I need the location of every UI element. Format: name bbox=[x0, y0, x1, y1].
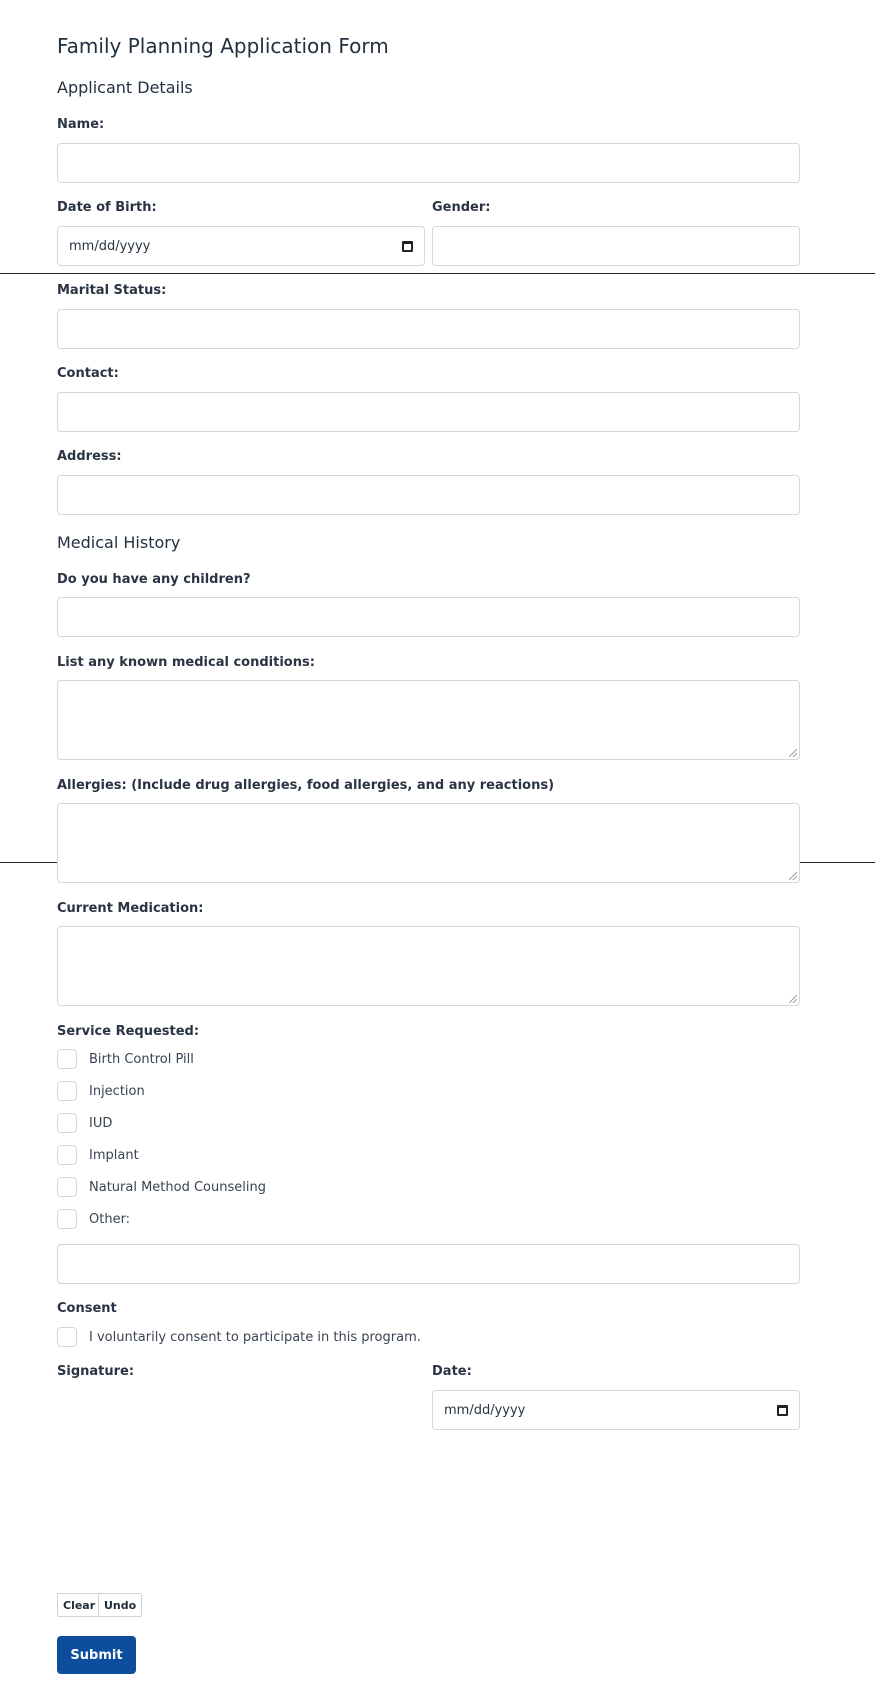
contact-input[interactable] bbox=[57, 392, 800, 432]
name-input[interactable] bbox=[57, 143, 800, 183]
checkbox[interactable] bbox=[57, 1081, 77, 1101]
service-option-birth-control-pill[interactable] bbox=[57, 1049, 194, 1069]
checkbox-label: Birth Control Pill bbox=[89, 1051, 194, 1067]
checkbox[interactable] bbox=[57, 1177, 77, 1197]
service-option-implant[interactable] bbox=[57, 1145, 139, 1165]
signature-label: Signature: bbox=[57, 1364, 135, 1379]
allergies-label: Allergies: (Include drug allergies, food allergies, and any reactions) bbox=[57, 778, 555, 793]
other-service-input[interactable] bbox=[57, 1244, 800, 1284]
address-input[interactable] bbox=[57, 475, 800, 515]
service-option-natural-method[interactable] bbox=[57, 1177, 266, 1197]
section-title-medical: Medical History bbox=[57, 533, 181, 552]
checkbox[interactable] bbox=[57, 1113, 77, 1133]
checkbox[interactable] bbox=[57, 1049, 77, 1069]
current-medication-label: Current Medication: bbox=[57, 901, 204, 916]
calendar-icon[interactable] bbox=[402, 241, 413, 252]
resize-grip-icon[interactable] bbox=[789, 749, 797, 757]
name-label: Name: bbox=[57, 117, 105, 132]
date-label: Date: bbox=[432, 1364, 472, 1379]
page-title: Family Planning Application Form bbox=[57, 34, 389, 58]
children-input[interactable] bbox=[57, 597, 800, 637]
service-option-other[interactable] bbox=[57, 1209, 130, 1229]
dob-date-input[interactable] bbox=[57, 226, 425, 266]
gender-label: Gender: bbox=[432, 200, 491, 215]
divider-line-top bbox=[0, 273, 875, 274]
dob-placeholder: mm/dd/yyyy bbox=[69, 238, 151, 254]
checkbox-label: Injection bbox=[89, 1083, 145, 1099]
checkbox[interactable] bbox=[57, 1145, 77, 1165]
signature-date-input[interactable] bbox=[432, 1390, 800, 1430]
children-label: Do you have any children? bbox=[57, 572, 251, 587]
consent-checkbox-row[interactable] bbox=[57, 1327, 421, 1347]
undo-signature-button[interactable]: Undo bbox=[98, 1593, 142, 1617]
checkbox-label: Natural Method Counseling bbox=[89, 1179, 266, 1195]
consent-text: I voluntarily consent to participate in this program. bbox=[89, 1329, 421, 1345]
signature-pad[interactable] bbox=[57, 1388, 425, 1588]
consent-checkbox[interactable] bbox=[57, 1327, 77, 1347]
checkbox[interactable] bbox=[57, 1209, 77, 1229]
contact-label: Contact: bbox=[57, 366, 119, 381]
service-requested-label: Service Requested: bbox=[57, 1024, 200, 1039]
checkbox-label: Other: bbox=[89, 1211, 131, 1227]
allergies-textarea[interactable] bbox=[57, 803, 800, 883]
marital-status-input[interactable] bbox=[57, 309, 800, 349]
date-placeholder: mm/dd/yyyy bbox=[444, 1402, 526, 1418]
marital-status-label: Marital Status: bbox=[57, 283, 167, 298]
resize-grip-icon[interactable] bbox=[789, 995, 797, 1003]
resize-grip-icon[interactable] bbox=[789, 872, 797, 880]
address-label: Address: bbox=[57, 449, 122, 464]
section-title-applicant: Applicant Details bbox=[57, 78, 193, 97]
current-medication-textarea[interactable] bbox=[57, 926, 800, 1006]
section-title-consent: Consent bbox=[57, 1301, 117, 1316]
submit-button[interactable]: Submit bbox=[57, 1636, 136, 1674]
dob-label: Date of Birth: bbox=[57, 200, 157, 215]
service-option-iud[interactable] bbox=[57, 1113, 112, 1133]
checkbox-label: Implant bbox=[89, 1147, 139, 1163]
calendar-icon[interactable] bbox=[777, 1405, 788, 1416]
service-option-injection[interactable] bbox=[57, 1081, 145, 1101]
clear-signature-button[interactable]: Clear bbox=[57, 1593, 101, 1617]
medical-conditions-label: List any known medical conditions: bbox=[57, 655, 315, 670]
gender-input[interactable] bbox=[432, 226, 800, 266]
checkbox-label: IUD bbox=[89, 1115, 113, 1131]
medical-conditions-textarea[interactable] bbox=[57, 680, 800, 760]
